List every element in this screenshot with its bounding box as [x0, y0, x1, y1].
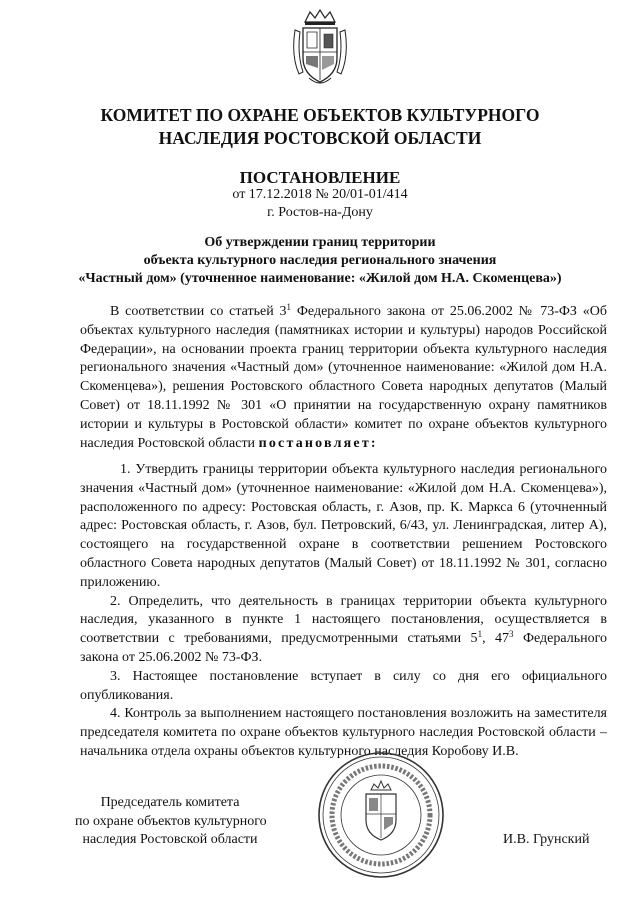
item-2 — [80, 593, 607, 668]
subject-line-3: «Частный дом» (уточненное наименование: «Жилой дом Н.А. Скоменцева») — [78, 271, 562, 286]
item-1: 1. Утвердить границы территории объекта культурного наследия регионального значения «Частный дом» (уточненное наименование: «Жилой дом Н.А. Скоменцева»), расположенного по адресу: Ростовская область, г. Азов, пр. К. Маркса 6 (уточненный адрес: Ростовская область, г. Азов, бул. Петровский, 6/43, ул. Ленинградская, литер А), состоящего на государственной охране в соответствии решением Ростовского областного Совета народных депутатов (Малый Совет) от 18.11.1992 № 301, согласно приложению. — [80, 462, 607, 590]
preamble-superscript: 1 — [286, 302, 292, 312]
document-type: ПОСТАНОВЛЕНИЕ — [239, 168, 401, 187]
resolution-items — [80, 461, 607, 762]
rostov-oblast-coat-of-arms-icon — [291, 8, 349, 88]
signer-title-line-3: наследия Ростовской области — [82, 832, 258, 847]
item-2-text-3: Федерального закона от 25.06.2002 № 73-ФЗ. — [80, 631, 607, 665]
organization-name — [40, 104, 600, 150]
preamble-text-1: В соответствии со статьей 3 — [110, 304, 287, 319]
subject-line-1: Об утверждении границ территории — [204, 235, 436, 250]
preamble-text-2: Федерального закона от 25.06.2002 № 73-ФЗ «Об объектах культурного наследия (памятниках истории и культуры) народов Российской Федерации», на основании проекта границ территории объекта культурного наследия регионального значения «Частный дом» (уточненное наименование: «Жилой дом Н.А. Скоменцева»), решения Ростовского областного Совета народных депутатов (Малый Совет) от 18.11.1992 № 301 «О принятии на государственную охрану памятников истории и культуры в Ростовской области» комитет по охране объектов культурного наследия Ростовской области — [80, 304, 607, 451]
item-2-superscript-1: 1 — [477, 629, 483, 640]
organization-name-line-1: КОМИТЕТ ПО ОХРАНЕ ОБЪЕКТОВ КУЛЬТУРНОГО — [100, 105, 540, 125]
preamble-paragraph — [80, 303, 607, 453]
document-date-number: от 17.12.2018 № 20/01-01/414 — [232, 187, 408, 202]
official-seal-icon — [316, 750, 446, 880]
document-subject — [60, 234, 580, 288]
signer-title — [75, 794, 265, 850]
item-4: 4. Контроль за выполнением настоящего постановления возложить на заместителя председателя комитета по охране объектов культурного наследия Ростовской области – начальника отдела охраны объектов культурного наследия Коробову И.В. — [80, 706, 607, 759]
document-place: г. Ростов-на-Дону — [267, 205, 373, 220]
signer-title-line-1: Председатель комитета — [100, 795, 240, 810]
item-3: 3. Настоящее постановление вступает в силу со дня его официального опубликования. — [80, 668, 607, 703]
signer-name: И.В. Грунский — [503, 832, 590, 847]
item-2-superscript-2: 3 — [509, 629, 514, 640]
organization-name-line-2: НАСЛЕДИЯ РОСТОВСКОЙ ОБЛАСТИ — [158, 128, 482, 148]
item-2-text-2: , 47 — [482, 631, 510, 647]
item-2-text-1: 2. Определить, что деятельность в границах территории объекта культурного наследия, указанного в пункте 1 настоящего постановления, осуществляется в соответствии с требованиями, предусмотренными статьями 5 — [80, 593, 607, 647]
decree-word: постановляет: — [258, 435, 378, 451]
signer-title-line-2: по охране объектов культурного — [75, 813, 267, 829]
subject-line-2: объекта культурного наследия регионального значения — [143, 253, 497, 268]
